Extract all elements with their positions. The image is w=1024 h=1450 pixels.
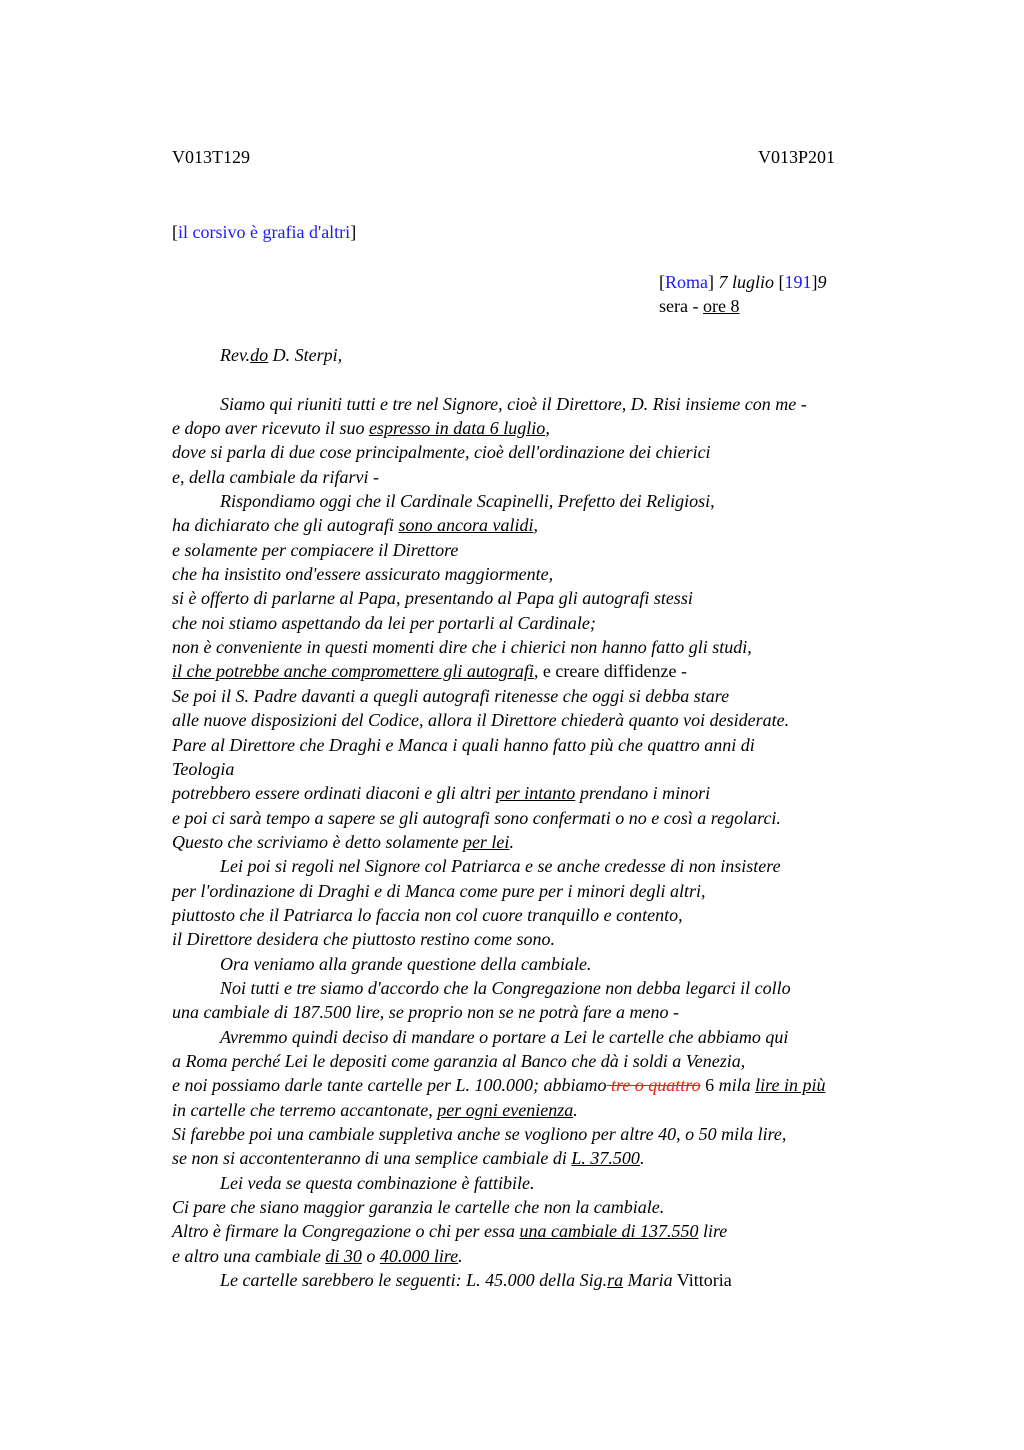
letter-line: in cartelle che terremo accantonate, per ogni evenienza. — [172, 1099, 578, 1120]
letter-line: Si farebbe poi una cambiale suppletiva anche se vogliono per altre 40, o 50 mila lire, — [172, 1124, 787, 1144]
letter-line: piuttosto che il Patriarca lo faccia non col cuore tranquillo e contento, — [172, 904, 683, 925]
bracket-close: ] — [350, 222, 357, 242]
letter-line: alle nuove disposizioni del Codice, allora il Direttore chiederà quanto voi desiderate. — [172, 710, 790, 731]
letter-line: Teologia — [172, 758, 235, 779]
editorial-note-text: il corsivo è grafia d'altri — [178, 222, 351, 242]
letter-line: potrebbero essere ordinati diaconi e gli altri per intanto prendano i minori — [172, 783, 711, 804]
editorial-note — [172, 222, 356, 243]
letter-line: il che potrebbe anche compromettere gli autografi, e creare diffidenze - — [172, 661, 687, 682]
struck-text: tre o quattro — [606, 1075, 701, 1096]
letter-line: una cambiale di 187.500 lire, se proprio non se ne potrà fare a meno - — [172, 1002, 679, 1023]
letter-line: il Direttore desidera che piuttosto restino come sono. — [172, 929, 555, 950]
letter-line: Pare al Direttore che Draghi e Manca i quali hanno fatto più che quattro anni di — [172, 734, 755, 755]
date-year-prefix: 191 — [784, 272, 812, 292]
letter-line: a Roma perché Lei le depositi come garanzia al Banco che dà i soldi a Venezia, — [172, 1050, 746, 1071]
letter-line: Questo che scriviamo è detto solamente per lei. — [172, 831, 514, 852]
time-line — [659, 294, 827, 318]
letter-line: Lei poi si regoli nel Signore col Patriarca e se anche credesse di non insistere — [220, 856, 781, 877]
letter-line: Altro è firmare la Congregazione o chi per essa una cambiale di 137.550 lire — [172, 1221, 728, 1242]
date-year-suffix: 9 — [817, 272, 827, 292]
letter-line: dove si parla di due cose principalmente, cioè dell'ordinazione dei chierici — [172, 442, 711, 463]
bracket-open: [ — [172, 222, 178, 242]
letter-line: che ha insistito ond'essere assicurato maggiormente, — [172, 564, 554, 585]
date-day: 7 luglio — [718, 272, 775, 292]
archive-code-right: V013P201 — [758, 147, 836, 167]
letter-line: Lei veda se questa combinazione è fattibile. — [220, 1172, 535, 1193]
archive-code-left: V013T129 — [172, 147, 250, 167]
letter-line: e solamente per compiacere il Direttore — [172, 539, 459, 560]
letter-line: Ci pare che siano maggior garanzia le cartelle che non la cambiale. — [172, 1197, 665, 1218]
letter-line: e noi possiamo darle tante cartelle per L. 100.000; abbiamo tre o quattro 6 mila lire in più — [172, 1075, 826, 1096]
letter-line: e altro una cambiale di 30 o 40.000 lire. — [172, 1245, 463, 1266]
letter-line: Noi tutti e tre siamo d'accordo che la Congregazione non debba legarci il collo — [220, 977, 791, 998]
dateline — [659, 270, 827, 318]
letter-line: e poi ci sarà tempo a sapere se gli autografi sono confermati o no e così a regolarci. — [172, 807, 781, 828]
letter-line: si è offerto di parlarne al Papa, presentando al Papa gli autografi stessi — [172, 588, 693, 609]
date-place: Roma — [665, 272, 708, 292]
letter-line: Le cartelle sarebbero le seguenti: L. 45.000 della Sig.ra Maria Vittoria — [220, 1270, 732, 1291]
letter-body — [172, 343, 952, 1292]
letter-line: se non si accontenteranno di una semplice cambiale di L. 37.500. — [172, 1148, 645, 1169]
letter-line: che noi stiamo aspettando da lei per portarli al Cardinale; — [172, 612, 596, 633]
letter-line: Rispondiamo oggi che il Cardinale Scapinelli, Prefetto dei Religiosi, — [220, 491, 715, 512]
letter-line: Avremmo quindi deciso di mandare o portare a Lei le cartelle che abbiamo qui — [220, 1026, 789, 1047]
letter-line: Se poi il S. Padre davanti a quegli autografi ritenesse che oggi si debba stare — [172, 685, 730, 706]
letter-line: e dopo aver ricevuto il suo espresso in data 6 luglio, — [172, 418, 550, 439]
letter-line: Siamo qui riuniti tutti e tre nel Signore, cioè il Direttore, D. Risi insieme con me - — [220, 393, 807, 414]
letter-line: non è conveniente in questi momenti dire che i chierici non hanno fatto gli studi, — [172, 637, 752, 658]
letter-line: e, della cambiale da rifarvi - — [172, 466, 379, 487]
spacer — [172, 367, 952, 391]
letter-line: Ora veniamo alla grande questione della cambiale. — [220, 953, 592, 974]
time-value: ore 8 — [702, 296, 740, 316]
time-prefix: sera - — [659, 296, 703, 316]
letter-line: ha dichiarato che gli autografi sono ancora validi, — [172, 515, 538, 536]
salutation: Rev.do D. Sterpi, — [220, 345, 343, 365]
date-line: [Roma] 7 luglio [191]9 — [659, 272, 827, 292]
letter-line: per l'ordinazione di Draghi e di Manca come pure per i minori degli altri, — [172, 880, 706, 901]
